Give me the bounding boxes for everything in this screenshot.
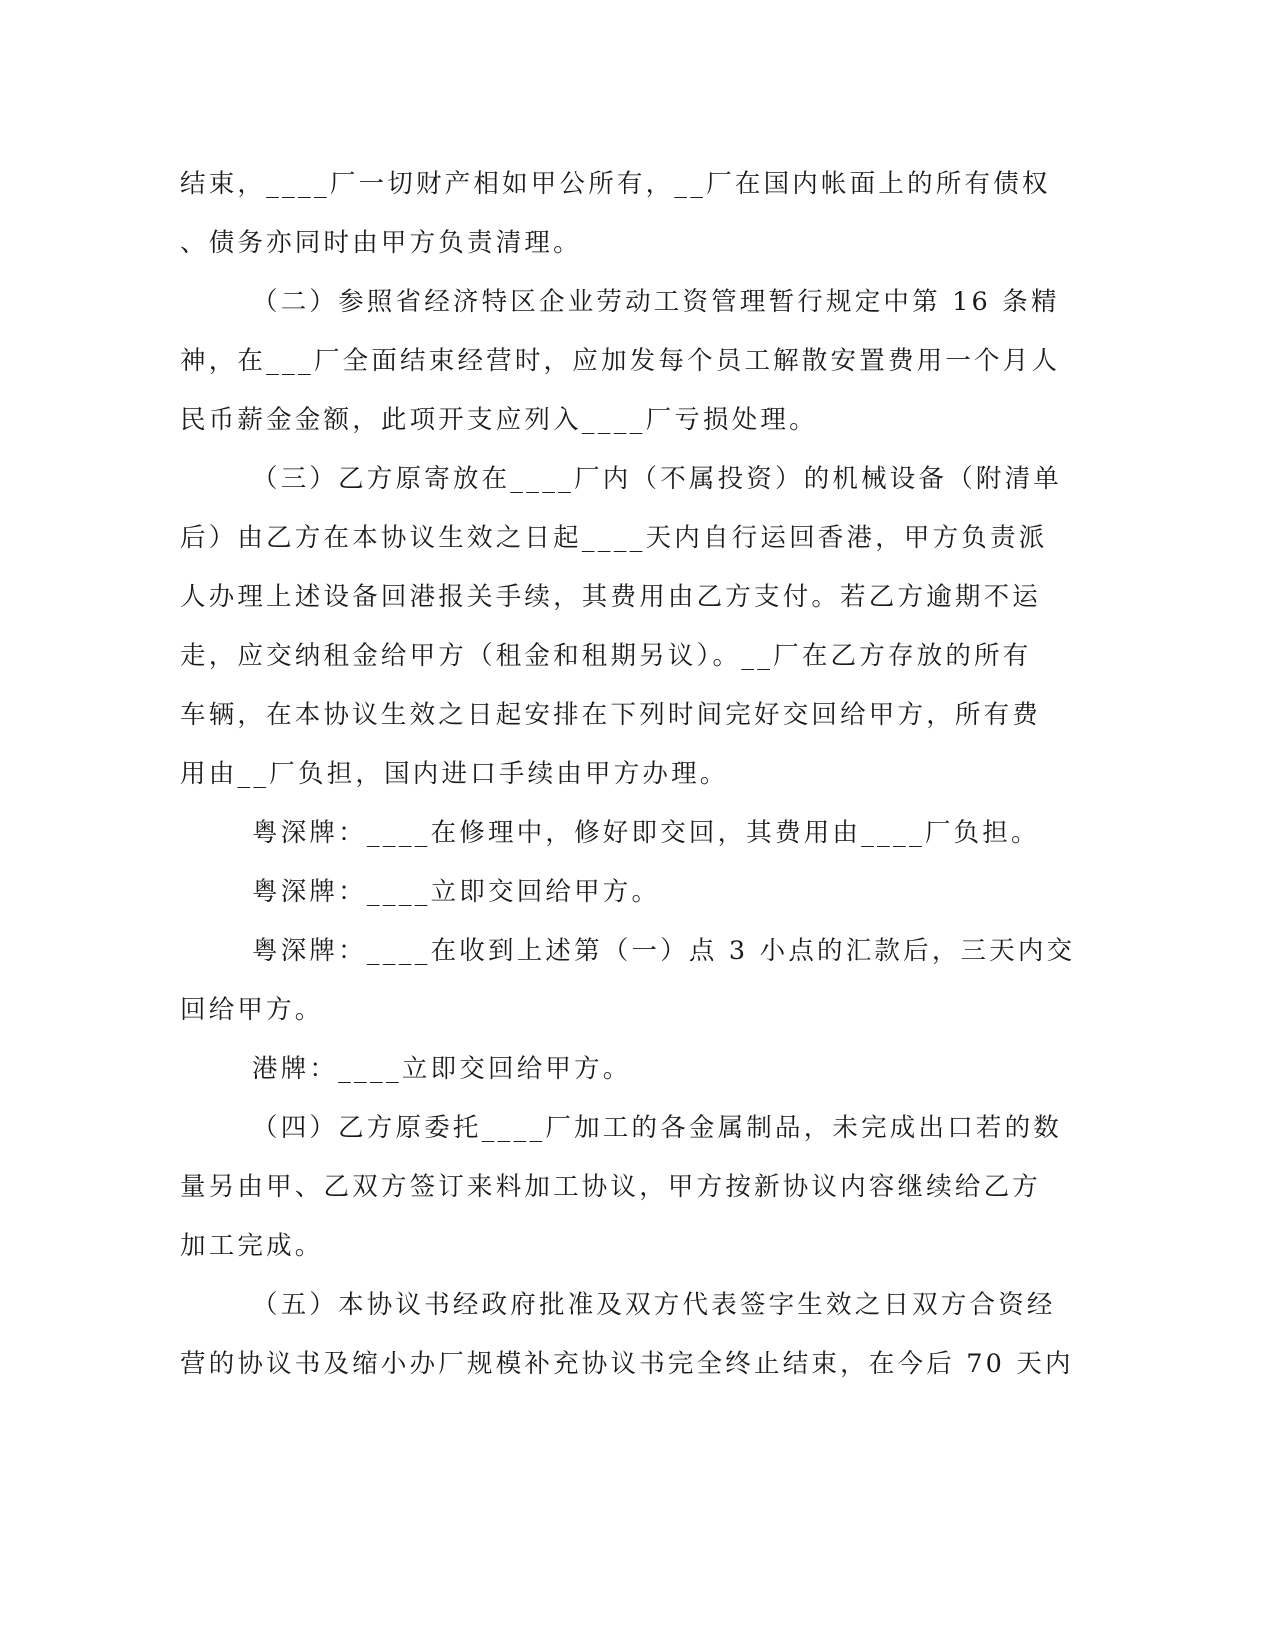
vehicle-item-line: 粤深牌：____在修理中，修好即交回，其费用由____厂负担。	[252, 818, 1040, 848]
text-line: 量另由甲、乙双方签订来料加工协议，甲方按新协议内容继续给乙方	[180, 1172, 1042, 1202]
text-line: 、债务亦同时由甲方负责清理。	[180, 228, 582, 258]
paragraph-start-line: （三）乙方原寄放在____厂内（不属投资）的机械设备（附清单	[252, 464, 1063, 494]
vehicle-item-line: 粤深牌：____立即交回给甲方。	[252, 877, 661, 907]
text-line: 车辆，在本协议生效之日起安排在下列时间完好交回给甲方，所有费	[180, 700, 1042, 730]
text-line: 用由__厂负担，国内进口手续由甲方办理。	[180, 759, 729, 789]
text-line: 民币薪金金额，此项开支应列入____厂亏损处理。	[180, 405, 818, 435]
text-line: 营的协议书及缩小办厂规模补充协议书完全终止结束，在今后 70 天内	[180, 1349, 1074, 1379]
document-body	[180, 155, 1076, 1394]
vehicle-item-line: 港牌：____立即交回给甲方。	[252, 1054, 632, 1084]
text-line: 回给甲方。	[180, 995, 324, 1025]
text-line: 人办理上述设备回港报关手续，其费用由乙方支付。若乙方逾期不运	[180, 582, 1042, 612]
text-line: 结束，____厂一切财产相如甲公所有，__厂在国内帐面上的所有债权	[180, 169, 1051, 199]
text-line: 神，在___厂全面结束经营时，应加发每个员工解散安置费用一个月人	[180, 346, 1061, 376]
paragraph-start-line: （二）参照省经济特区企业劳动工资管理暂行规定中第 16 条精	[252, 287, 1060, 317]
paragraph-start-line: （五）本协议书经政府批准及双方代表签字生效之日双方合资经	[252, 1290, 1056, 1320]
paragraph-start-line: （四）乙方原委托____厂加工的各金属制品，未完成出口若的数	[252, 1113, 1063, 1143]
vehicle-item-line: 粤深牌：____在收到上述第（一）点 3 小点的汇款后，三天内交	[252, 936, 1076, 966]
text-line: 走，应交纳租金给甲方（租金和租期另议）。__厂在乙方存放的所有	[180, 641, 1032, 671]
text-line: 加工完成。	[180, 1231, 324, 1261]
text-line: 后）由乙方在本协议生效之日起____天内自行运回香港，甲方负责派	[180, 523, 1048, 553]
